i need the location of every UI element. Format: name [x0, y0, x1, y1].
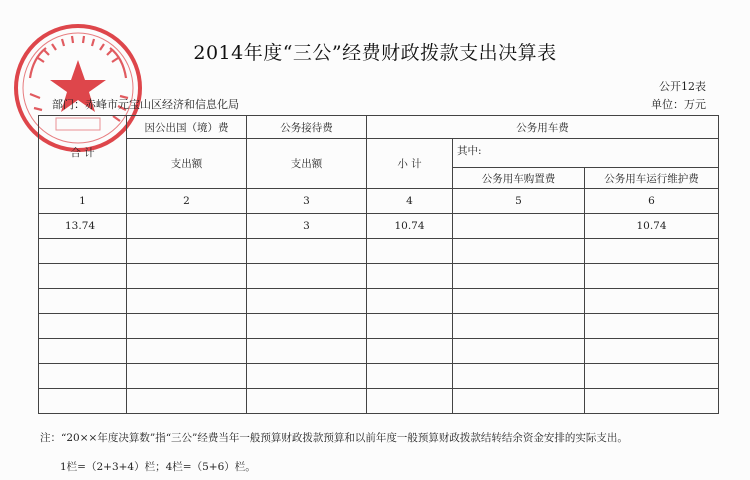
cell-reception: [247, 239, 367, 264]
header-row-1: [39, 116, 719, 139]
header-reception: 公务接待费: [247, 116, 367, 139]
cell-total: [39, 239, 127, 264]
cell-reception: [247, 289, 367, 314]
cell-subtotal: [367, 389, 453, 414]
data-row: [39, 264, 719, 289]
data-row: [39, 214, 719, 239]
cell-purchase: [453, 239, 585, 264]
cell-total: [39, 364, 127, 389]
cell-abroad: [127, 339, 247, 364]
cell-total: [39, 289, 127, 314]
header-subtotal: 小 计: [367, 139, 453, 189]
cell-reception: [247, 339, 367, 364]
index-cell: 6: [585, 189, 719, 214]
department-label: 部门：赤峰市元宝山区经济和信息化局: [52, 98, 239, 111]
cell-operation: [585, 389, 719, 414]
cell-total: [39, 339, 127, 364]
document-title: 2014年度“三公”经费财政拨款支出决算表: [193, 42, 557, 64]
cell-reception: [247, 264, 367, 289]
index-cell: 4: [367, 189, 453, 214]
header-among: 其中:: [453, 139, 719, 168]
cell-operation: 10.74: [585, 214, 719, 239]
cell-purchase: [453, 314, 585, 339]
data-row: [39, 239, 719, 264]
header-abroad-expense: 支出额: [127, 139, 247, 189]
cell-purchase: [453, 389, 585, 414]
cell-subtotal: [367, 364, 453, 389]
cell-subtotal: [367, 289, 453, 314]
cell-subtotal: [367, 314, 453, 339]
cell-abroad: [127, 389, 247, 414]
cell-purchase: [453, 289, 585, 314]
data-row: [39, 314, 719, 339]
cell-purchase: [453, 214, 585, 239]
cell-abroad: [127, 314, 247, 339]
footnote-formula: 1栏=（2+3+4）栏；4栏=（5+6）栏。: [60, 461, 256, 473]
header-row-2: [39, 139, 719, 168]
index-cell: 3: [247, 189, 367, 214]
cell-subtotal: [367, 339, 453, 364]
cell-purchase: [453, 364, 585, 389]
cell-reception: [247, 389, 367, 414]
cell-abroad: [127, 214, 247, 239]
cell-total: [39, 264, 127, 289]
data-row: [39, 289, 719, 314]
cell-operation: [585, 314, 719, 339]
header-abroad: 因公出国（境）费: [127, 116, 247, 139]
cell-abroad: [127, 264, 247, 289]
cell-total: [39, 389, 127, 414]
data-row: [39, 364, 719, 389]
cell-purchase: [453, 264, 585, 289]
header-purchase: 公务用车购置费: [453, 168, 585, 189]
index-cell: 5: [453, 189, 585, 214]
cell-abroad: [127, 239, 247, 264]
cell-total: [39, 314, 127, 339]
index-cell: 1: [39, 189, 127, 214]
cell-operation: [585, 264, 719, 289]
cell-abroad: [127, 289, 247, 314]
form-number: 公开12表: [659, 80, 706, 93]
header-total: 合 计: [39, 116, 127, 189]
data-row: [39, 339, 719, 364]
cell-reception: [247, 364, 367, 389]
cell-subtotal: [367, 239, 453, 264]
column-index-row: [39, 189, 719, 214]
expenditure-table: [38, 115, 719, 414]
cell-purchase: [453, 339, 585, 364]
cell-total: 13.74: [39, 214, 127, 239]
unit-label: 单位：万元: [651, 98, 706, 111]
footnote-definition: 注：“20××年度决算数”指“三公”经费当年一般预算财政拨款预算和以前年度一般预算财政拨款结转结余资金安排的实际支出。: [40, 432, 628, 444]
data-row: [39, 389, 719, 414]
header-operation: 公务用车运行维护费: [585, 168, 719, 189]
cell-operation: [585, 339, 719, 364]
index-cell: 2: [127, 189, 247, 214]
cell-operation: [585, 239, 719, 264]
cell-operation: [585, 364, 719, 389]
cell-reception: 3: [247, 214, 367, 239]
cell-reception: [247, 314, 367, 339]
header-vehicle: 公务用车费: [367, 116, 719, 139]
cell-subtotal: 10.74: [367, 214, 453, 239]
header-reception-expense: 支出额: [247, 139, 367, 189]
cell-abroad: [127, 364, 247, 389]
cell-subtotal: [367, 264, 453, 289]
cell-operation: [585, 289, 719, 314]
